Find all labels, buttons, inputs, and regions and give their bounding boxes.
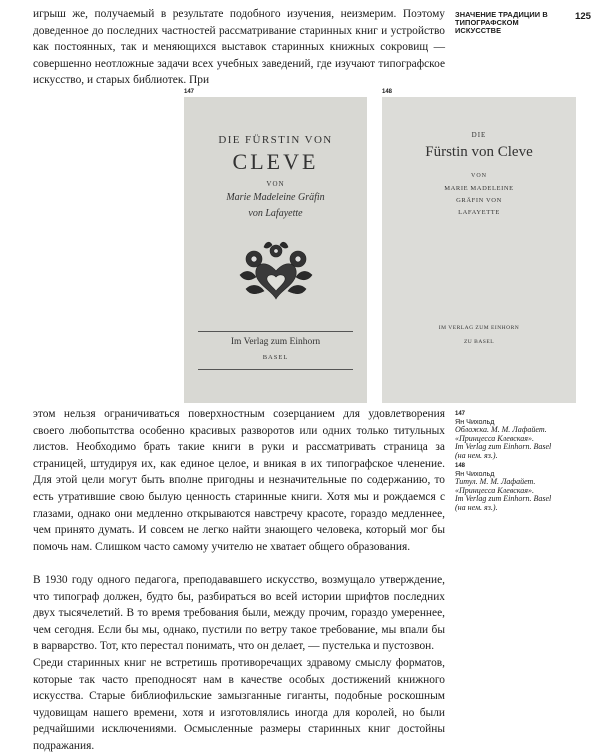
- cover-rule-bottom: [198, 369, 353, 370]
- title-city: ZU BASEL: [463, 339, 495, 345]
- title-von: VON: [471, 173, 487, 179]
- caption-147-author: Ян Чихольд: [455, 417, 495, 426]
- paragraph-intro: игрыш же, получаемый в результате подобного изучения, неизмерим. Поэтому доведенное до последних частностей рассматривание старинных книг и устройство как постоянных, так и меняющихся выставок старинных книжных сокровищ — совершенно неотложные задачи всех учебных заведений, где изучают типографское искусство, и старых библиотек. При: [33, 8, 445, 87]
- title-author-line2: GRÄFIN VON: [456, 197, 502, 204]
- cover-author-line1: Marie Madeleine Gräfin: [226, 192, 325, 203]
- cover-city: BASEL: [262, 354, 289, 361]
- caption-148-title: «Принцесса Клевская».: [455, 485, 535, 495]
- figure-148-number: 148: [382, 89, 393, 95]
- section-title: ЗНАЧЕНИЕ ТРАДИЦИИ В ТИПОГРАФСКОМ ИСКУССТВЕ: [455, 10, 548, 35]
- caption-148-number: 148: [455, 463, 466, 469]
- caption-147-number: 147: [455, 411, 466, 417]
- title-die: DIE: [471, 131, 487, 139]
- title-publisher: IM VERLAG ZUM EINHORN: [438, 325, 520, 331]
- caption-147-pub: Im Verlag zum Einhorn. Basel: [455, 442, 552, 452]
- caption-147-desc: Обложка. М. М. Лафайет.: [455, 425, 547, 435]
- cover-rule-top: [198, 331, 353, 332]
- book-cover-147: [184, 97, 367, 403]
- caption-147: [455, 411, 585, 460]
- paragraph-last: Среди старинных книг не встретишь противоречащих здравому смыслу форматов, которые так часто преподносят нам в качестве особых достижений книжного искусства. Старые библиофильские замызганные гиганты, подобные роскошным чудовищам нашего времени, хотя и изготовлялись иногда для королей, но были редчайшими исключениями. Осмысленные размеры старинных книг достойны подражания.: [33, 657, 445, 752]
- paragraph-main: этом нельзя ограничиваться поверхностным созерцанием для удовлетворения своего любопытства особенно красивых разворотов или одних только титульных листов. Необходимо брать такие книги в руки и рассматривать страница за страницей, штудируя их, как единое целое, и вникая в их типографское членение. Для этой цели могут быть вполне пригодны и незначительные по содержанию, то есть утратившие свою былую ценность старинные книги. Хотя мы и рождаемся с глазами, однако они медленно открываются навстречу красоте, гораздо медленнее, чем принято думать. И совсем не легко найти знающего человека, который мог бы помочь нам. Слишком часто самому учителю не хватает общего образования.: [33, 408, 445, 553]
- caption-148-pub: Im Verlag zum Einhorn. Basel: [455, 494, 552, 504]
- title-author-line3: LAFAYETTE: [458, 209, 500, 216]
- caption-148-desc: Титул. М. М. Лафайет.: [455, 477, 536, 487]
- paragraph-1930: В 1930 году одного педагога, преподававшего искусство, возмущало утверждение, что типограф должен, будто бы, разбираться во всей истории шрифтов последних двух тысячелетий. В то время требования были, между прочим, гораздо умереннее, чем сегодня. Если бы мы, однако, пустили по ветру такое требование, мы впали бы в варварство. Тот, кто перестал понимать, что он делает, — пустелька и пустозвон.: [33, 574, 445, 653]
- title-author-line1: MARIE MADELEINE: [444, 185, 514, 192]
- caption-148-lang: (на нем. яз.).: [455, 502, 498, 512]
- caption-147-lang: (на нем. яз.).: [455, 450, 498, 460]
- cover-publisher: Im Verlag zum Einhorn: [230, 337, 321, 347]
- figure-147-number: 147: [184, 89, 195, 95]
- caption-148-author: Ян Чихольд: [455, 469, 495, 478]
- cover-title-line1: DIE FÜRSTIN VON: [218, 134, 333, 146]
- book-title-page-148: [382, 97, 576, 403]
- cover-von: VON: [266, 180, 285, 188]
- page-number: 125: [575, 11, 592, 22]
- caption-148: [455, 463, 585, 512]
- caption-147-title: «Принцесса Клевская».: [455, 433, 535, 443]
- floral-ornament-icon: [236, 241, 316, 303]
- cover-title-line2: CLEVE: [232, 149, 319, 174]
- cover-author-line2: von Lafayette: [248, 208, 303, 219]
- title-main: Fürstin von Cleve: [425, 144, 533, 160]
